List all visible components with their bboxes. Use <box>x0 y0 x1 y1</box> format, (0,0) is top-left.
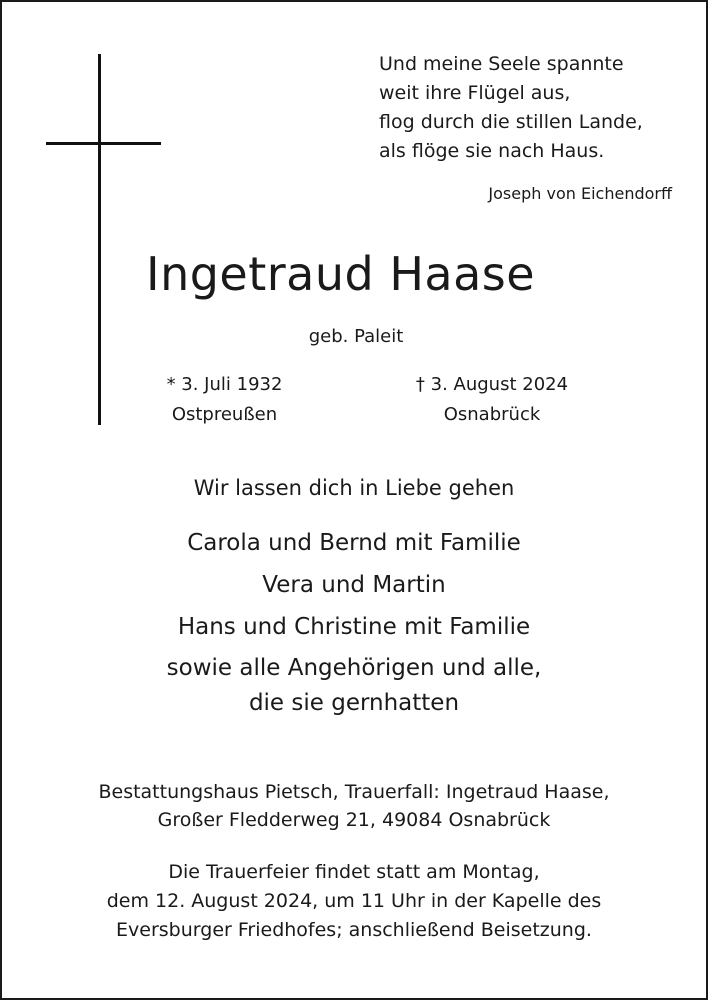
mourner-line: Carola und Bernd mit Familie <box>187 530 521 556</box>
poem-author: Joseph von Eichendorff <box>488 184 672 203</box>
funeral-home-line: Großer Fledderweg 21, 49084 Osnabrück <box>157 809 551 831</box>
poem <box>379 50 643 166</box>
cross-icon-horizontal <box>46 142 161 145</box>
poem-line: Und meine Seele spannte <box>379 53 624 75</box>
ceremony-line: Die Trauerfeier findet statt am Montag, <box>168 861 540 883</box>
birth-date: * 3. Juli 1932 <box>166 374 283 395</box>
ceremony-line: dem 12. August 2024, um 11 Uhr in der Kapelle des <box>106 890 602 912</box>
mourner-line: Vera und Martin <box>262 572 446 598</box>
maiden-name: geb. Paleit <box>308 326 404 347</box>
deceased-name: Ingetraud Haase <box>146 247 536 301</box>
birth-info <box>142 370 307 430</box>
mourner-line: die sie gernhatten <box>248 690 460 716</box>
death-place: Osnabrück <box>443 404 541 425</box>
death-date: † 3. August 2024 <box>415 374 569 395</box>
cross-icon-vertical <box>98 54 101 425</box>
farewell-text: Wir lassen dich in Liebe gehen <box>193 476 515 500</box>
ceremony-info <box>2 858 706 945</box>
ceremony-line: Eversburger Friedhofes; anschließend Beisetzung. <box>116 919 592 941</box>
death-info <box>392 370 592 430</box>
poem-line: als flöge sie nach Haus. <box>379 140 605 162</box>
birth-place: Ostpreußen <box>171 404 278 425</box>
poem-line: flog durch die stillen Lande, <box>379 111 643 133</box>
funeral-home <box>2 778 706 834</box>
funeral-home-line: Bestattungshaus Pietsch, Trauerfall: Ingetraud Haase, <box>98 781 610 803</box>
mourner-line: Hans und Christine mit Familie <box>177 614 531 640</box>
poem-line: weit ihre Flügel aus, <box>379 82 571 104</box>
mourner-line: sowie alle Angehörigen und alle, <box>166 655 542 681</box>
mourners-list <box>2 522 706 718</box>
